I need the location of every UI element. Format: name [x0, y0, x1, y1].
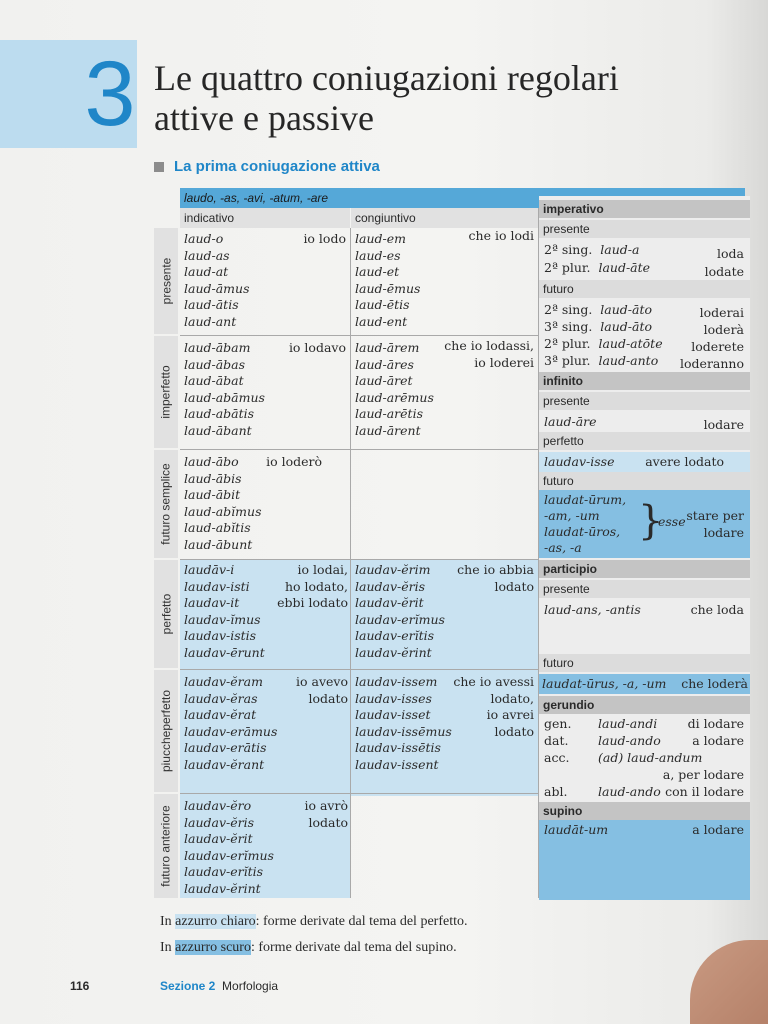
imperativo-header: imperativo — [539, 200, 750, 218]
participio-futuro-row: laudat-ūrus, -a, -um che loderà — [542, 676, 748, 691]
supino-header: supino — [539, 802, 750, 820]
participio-presente-row: laud-ans, -antis che loda — [544, 602, 744, 617]
presente-congiuntivo-translation: che io lodi — [468, 228, 534, 243]
row-label-futuro-semplice: futuro semplice — [154, 450, 178, 558]
chapter-title-line-2: attive e passive — [154, 98, 374, 138]
infinito-futuro-header: futuro — [539, 472, 750, 490]
section-heading — [154, 158, 380, 175]
legend-dark: In azzurro scuro: forme derivate dal tema del supino. — [160, 940, 457, 955]
futuro-semplice-indicativo-forms: laud-ābo laud-ābis laud-ābit laud-abĭmus laud-abĭtis laud-ābunt — [184, 454, 262, 552]
imperfetto-congiuntivo-translation: che io lodassi, io loderei — [444, 338, 534, 370]
row-label-futuro-anteriore: futuro anteriore — [154, 794, 178, 898]
imperativo-presente-header: presente — [539, 220, 750, 238]
participio-header: participio — [539, 560, 750, 578]
presente-indicativo-translation: io lodo — [303, 231, 346, 246]
infinito-futuro-translation: stare per lodare — [686, 508, 744, 540]
esse-label: esse — [658, 514, 686, 529]
infinito-presente-row: laud-āre lodare — [544, 414, 744, 432]
participio-presente-header: presente — [539, 580, 750, 598]
presente-indicativo-forms: laud-o laud-as laud-at laud-āmus laud-ātis laud-ant — [184, 231, 250, 329]
verb-principal-parts: laudo, -as, -avi, -atum, -are — [180, 188, 745, 208]
piuccheperfetto-congiuntivo-forms: laudav-issem laudav-isses laudav-isset laudav-issēmus laudav-issētis laudav-issent — [355, 674, 452, 772]
infinito-presente-header: presente — [539, 392, 750, 410]
imperfetto-indicativo-translation: io lodavo — [288, 340, 346, 355]
perfetto-indicativo-translation: io lodai, ho lodato, ebbi lodato — [277, 562, 348, 611]
legend-light-swatch: azzurro chiaro — [175, 914, 256, 929]
chapter-title — [154, 58, 754, 138]
piuccheperfetto-indicativo-forms: laudav-ĕram laudav-ĕras laudav-ĕrat laudav-erāmus laudav-erātis laudav-ĕrant — [184, 674, 278, 772]
chapter-number: 3 — [84, 43, 136, 145]
column-header-congiuntivo: congiuntivo — [351, 208, 538, 228]
row-label-presente: presente — [154, 228, 178, 334]
piuccheperfetto-indicativo-translation: io avevo lodato — [296, 674, 348, 706]
perfetto-indicativo-forms: laudāv-i laudav-isti laudav-it laudav-ĭmus laudav-istis laudav-ērunt — [184, 562, 265, 660]
imperativo-futuro-forms: 2ª sing. laud-āto loderai 3ª sing. laud-āto loderà 2ª plur. laud-atōte loderete 3ª plur. laud-anto loderanno — [544, 302, 744, 371]
chapter-title-line-1: Le quattro coniugazioni regolari — [154, 58, 619, 98]
imperfetto-indicativo-forms: laud-ābam laud-ābas laud-ābat laud-abāmus laud-abātis laud-ābant — [184, 340, 265, 438]
legend-dark-swatch: azzurro scuro — [175, 940, 251, 955]
hand-image — [690, 940, 768, 1024]
brace-icon: } — [638, 498, 664, 544]
imperativo-presente-forms: 2ª sing. laud-a loda 2ª plur. laud-āte lodate — [544, 242, 744, 279]
infinito-perfetto-row: laudav-isse avere lodato — [544, 454, 724, 469]
row-label-piuccheperfetto: piuccheperfetto — [154, 670, 178, 792]
piuccheperfetto-congiuntivo-translation: che io avessi lodato, io avrei lodato — [453, 674, 534, 739]
row-label-imperfetto: imperfetto — [154, 336, 178, 448]
footer-section: Sezione 2 Morfologia — [160, 979, 279, 993]
supino-row: laudāt-um a lodare — [544, 822, 744, 837]
page-number: 116 — [70, 979, 90, 993]
conjugation-table — [152, 188, 750, 900]
column-header-indicativo: indicativo — [180, 208, 350, 228]
imperativo-futuro-header: futuro — [539, 280, 750, 298]
imperfetto-congiuntivo-forms: laud-ārem laud-āres laud-āret laud-arēmus laud-arētis laud-ārent — [355, 340, 434, 438]
futuro-semplice-translation: io loderò — [266, 454, 322, 469]
legend-light: In azzurro chiaro: forme derivate dal tema del perfetto. — [160, 914, 468, 929]
row-label-perfetto: perfetto — [154, 560, 178, 668]
section-heading-text: La prima coniugazione attiva — [174, 158, 380, 175]
infinito-futuro-forms: laudat-ūrum, -am, -um laudat-ūros, -as, -a — [544, 492, 627, 555]
infinito-header: infinito — [539, 372, 750, 390]
participio-futuro-header: futuro — [539, 654, 750, 672]
perfetto-congiuntivo-forms: laudav-ĕrim laudav-ĕris laudav-ĕrit laudav-erĭmus laudav-erĭtis laudav-ĕrint — [355, 562, 445, 660]
presente-congiuntivo-forms: laud-em laud-es laud-et laud-ēmus laud-ētis laud-ent — [355, 231, 421, 329]
perfetto-congiuntivo-translation: che io abbia lodato — [457, 562, 534, 594]
futuro-anteriore-indicativo-forms: laudav-ĕro laudav-ĕris laudav-ĕrit laudav-erĭmus laudav-erĭtis laudav-ĕrint — [184, 798, 274, 896]
gerundio-forms: gen. laud-andi di lodare dat. laud-ando a lodare acc. (ad) laud-andum a, per lodare abl. laud-ando con il lodare — [544, 716, 744, 799]
gerundio-header: gerundio — [539, 696, 750, 714]
futuro-anteriore-translation: io avrò lodato — [304, 798, 348, 830]
infinito-perfetto-header: perfetto — [539, 432, 750, 450]
square-bullet-icon — [154, 162, 164, 172]
